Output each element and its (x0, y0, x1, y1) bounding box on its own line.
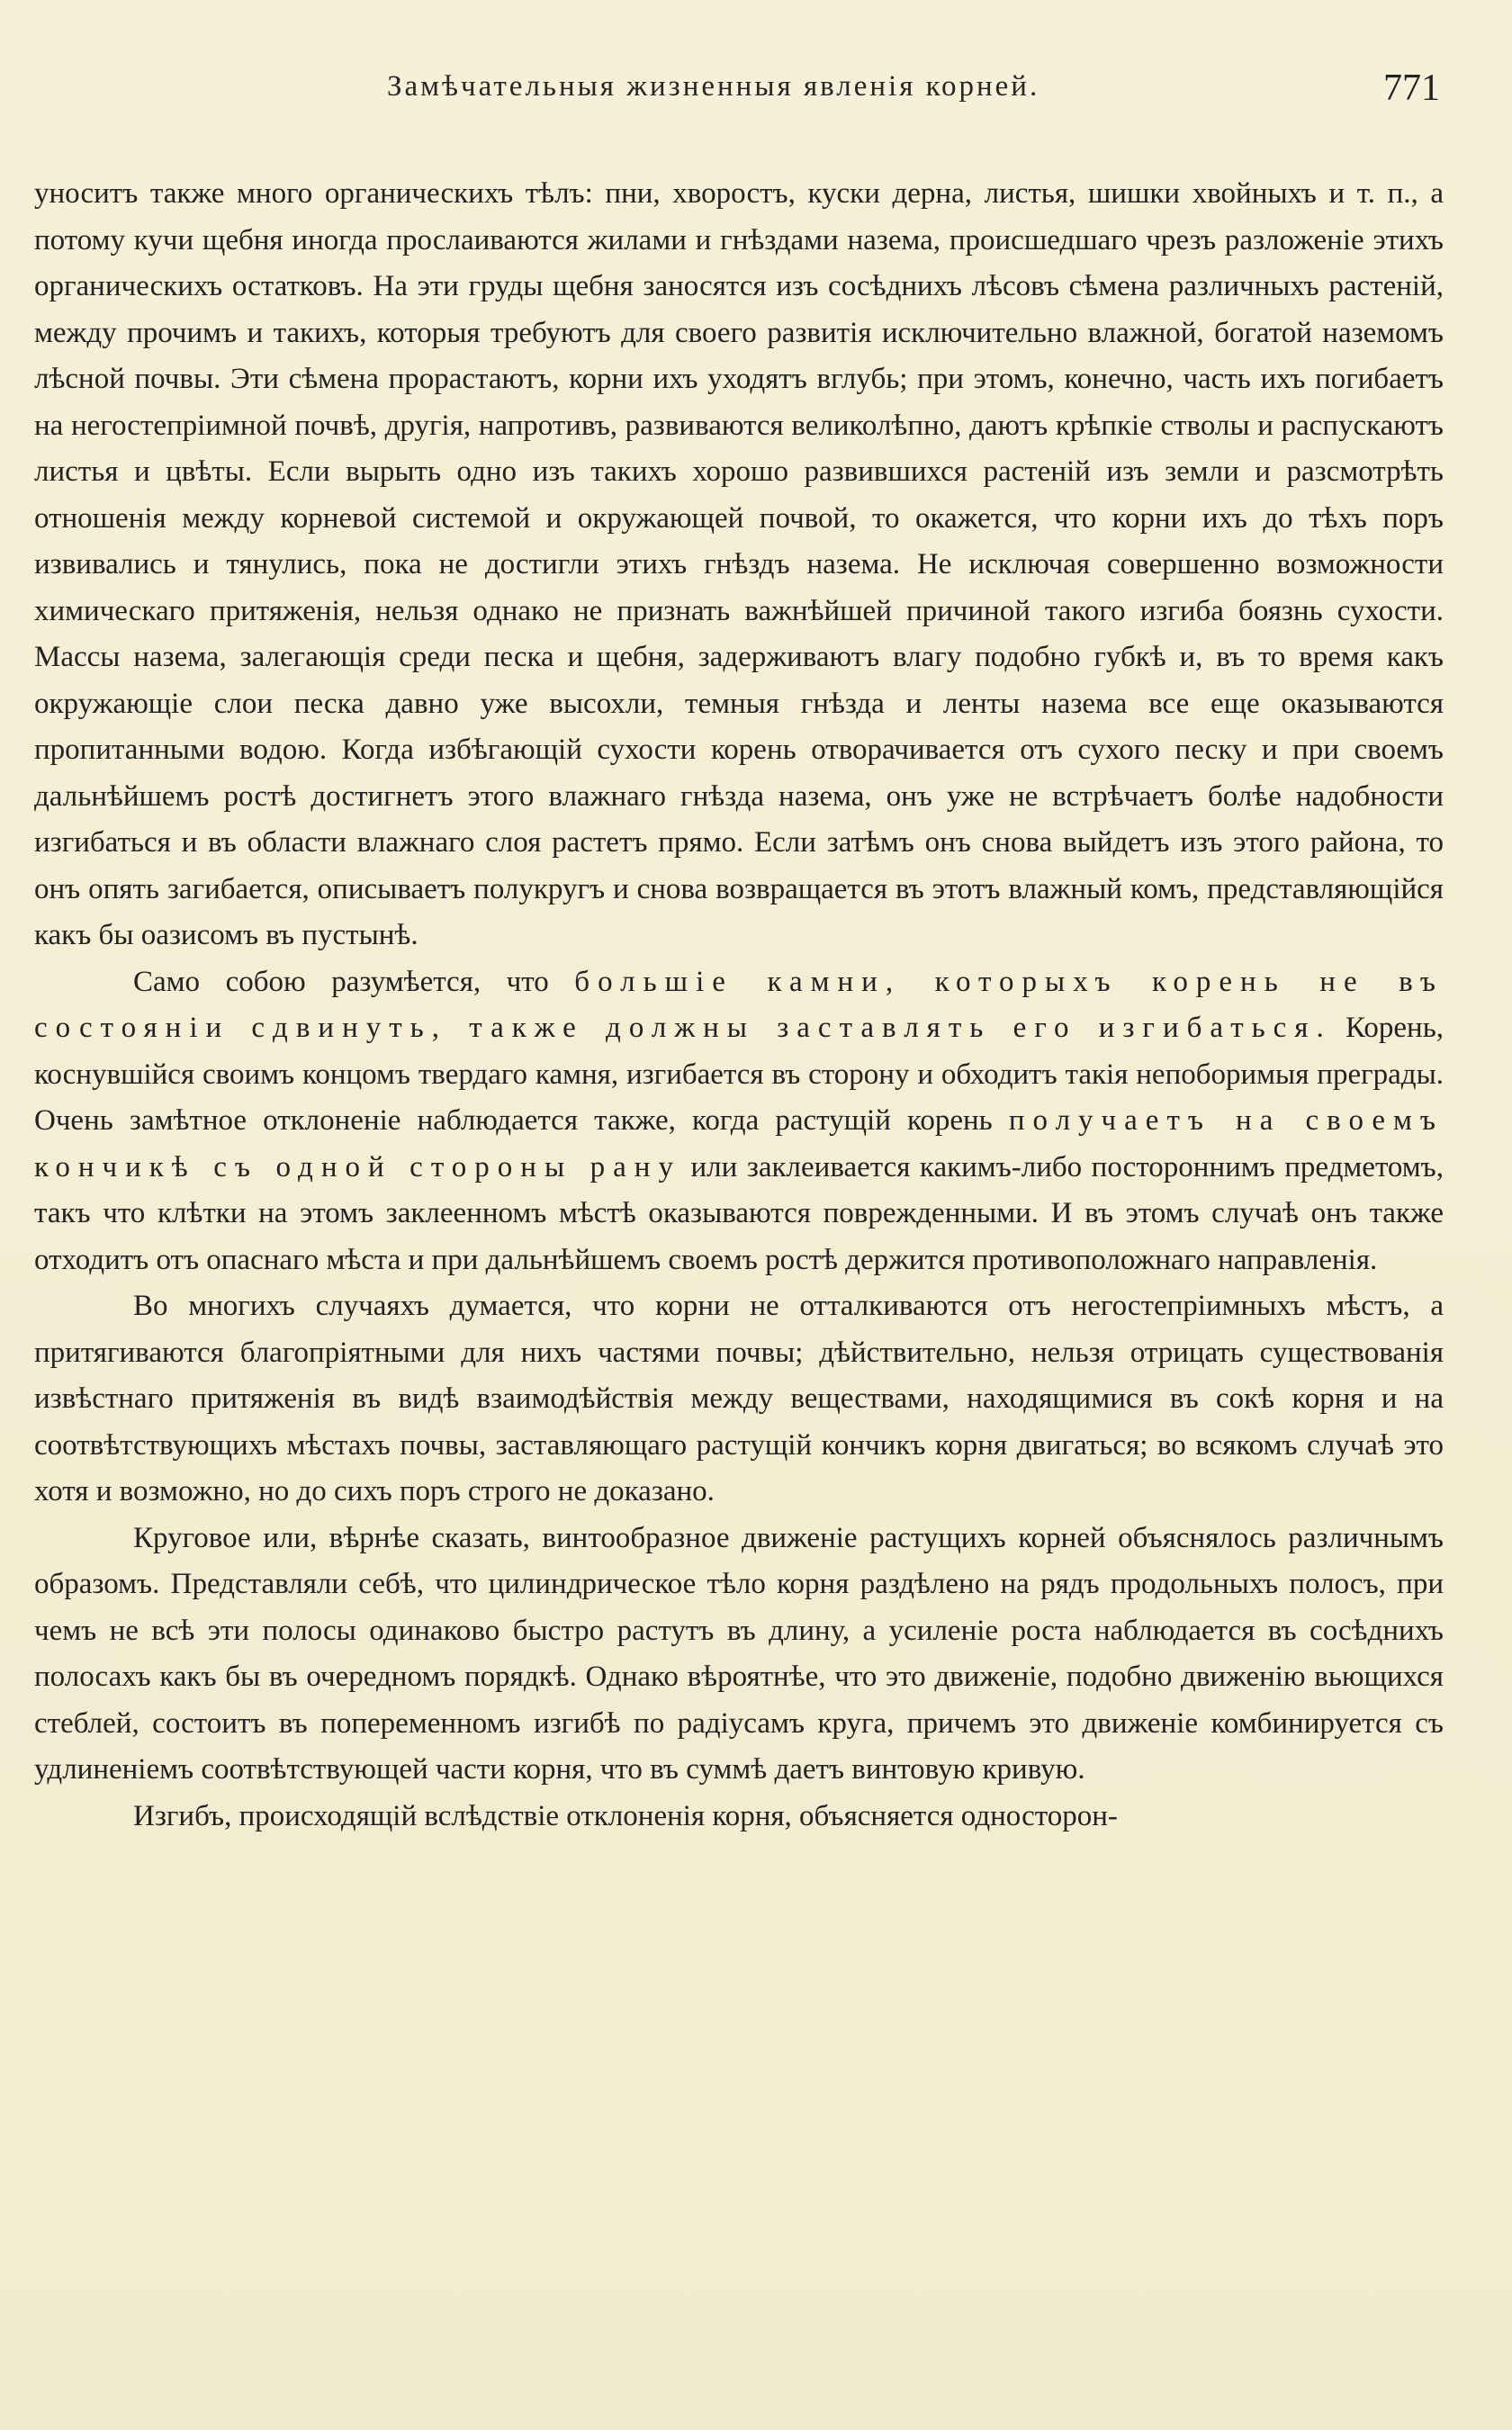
paragraph-3: Во многихъ случаяхъ думается, что корни не отталкиваются отъ негостепріимныхъ мѣстъ, а притягиваются благопріятными для нихъ частями почвы; дѣйствительно, нельзя отрицать существованія извѣстнаго притяженія въ видѣ взаимодѣйствія между веществами, находящимися въ сокѣ корня и на соотвѣтствующихъ мѣстахъ почвы, заставляющаго растущій кончикъ корня двигаться; во всякомъ случаѣ это хотя и возможно, но до сихъ поръ строго не доказано. (34, 1290, 1444, 1508)
page-number: 771 (1383, 68, 1440, 109)
paragraph-2-part-c: Корень, коснувшійся своимъ концомъ твердаго камня, изгибается въ сторону и обходитъ такія непоборимыя преграды. Очень замѣтное отклоненіе наблюдается также, когда растущій корень (34, 1012, 1444, 1137)
paragraph-2-part-a: Само собою разумѣется, что (133, 965, 575, 998)
paragraph-2-part-e: или заклеивается какимъ-либо постороннимъ предметомъ, такъ что клѣтки на этомъ заклеенномъ мѣстѣ оказываются поврежденными. И въ этомъ случаѣ онъ также отходитъ отъ опаснаго мѣста и при дальнѣйшемъ своемъ ростѣ держится противоположнаго направленія. (34, 1150, 1444, 1276)
body-text (34, 171, 1444, 1840)
paragraph-2-emphasis-2: получаетъ на своемъ кончикѣ съ одной стороны рану (34, 1104, 1444, 1184)
paragraph-5: Изгибъ, происходящій вслѣдствіе отклоненія корня, объясняется односторон- (133, 1799, 1118, 1832)
paragraph-4: Круговое или, вѣрнѣе сказать, винтообразное движеніе растущихъ корней объяснялось различнымъ образомъ. Представляли себѣ, что цилиндрическое тѣло корня раздѣлено на рядъ продольныхъ полосъ, при чемъ не всѣ эти полосы одинаково быстро растутъ въ длину, а усиленіе роста наблюдается въ сосѣднихъ полосахъ какъ бы въ очередномъ порядкѣ. Однако вѣроятнѣе, что это движеніе, подобно движенію вьющихся стеблей, состоитъ въ попеременномъ изгибѣ по радіусамъ круга, причемъ это движеніе комбинируется съ удлиненіемъ соотвѣтствующей части корня, что въ суммѣ даетъ винтовую кривую. (34, 1521, 1444, 1786)
paragraph-2-emphasis-1: большіе камни, которыхъ корень не въ состояніи сдвинуть, также должны заставлять его изгибаться. (34, 965, 1444, 1044)
running-title: Замѣчательныя жизненныя явленія корней. (387, 70, 1040, 103)
paragraph-2 (34, 959, 1444, 1284)
page-header (36, 70, 1440, 124)
paragraph-1: уноситъ также много органическихъ тѣлъ: пни, хворостъ, куски дерна, листья, шишки хвойныхъ и т. п., а потому кучи щебня иногда прослаиваются жилами и гнѣздами назема, происшедшаго чрезъ разложеніе этихъ органическихъ остатковъ. На эти груды щебня заносятся изъ сосѣднихъ лѣсовъ сѣмена различныхъ растеній, между прочимъ и такихъ, которыя требуютъ для своего развитія исключительно влажной, богатой наземомъ лѣсной почвы. Эти сѣмена прорастаютъ, корни ихъ уходятъ вглубь; при этомъ, конечно, часть ихъ погибаетъ на негостепріимной почвѣ, другія, напротивъ, развиваются великолѣпно, даютъ крѣпкіе стволы и распускаютъ листья и цвѣты. Если вырыть одно изъ такихъ хорошо развившихся растеній изъ земли и разсмотрѣть отношенія между корневой системой и окружающей почвой, то окажется, что корни ихъ до тѣхъ поръ извивались и тянулись, пока не достигли этихъ гнѣздъ назема. Не исключая совершенно возможности химическаго притяженія, нельзя однако не признать важнѣйшей причиной такого изгиба боязнь сухости. Массы назема, залегающія среди песка и щебня, задерживаютъ влагу подобно губкѣ и, въ то время какъ окружающіе слои песка давно уже высохли, темныя гнѣзда и ленты назема все еще оказываются пропитанными водою. Когда избѣгающій сухости корень отворачивается отъ сухого песку и при своемъ дальнѣйшемъ ростѣ достигнетъ этого влажнаго гнѣзда назема, онъ уже не встрѣчаетъ болѣе надобности изгибаться и въ области влажнаго слоя растетъ прямо. Если затѣмъ онъ снова выйдетъ изъ этого района, то онъ опять загибается, описываетъ полукругъ и снова возвращается въ этотъ влажный комъ, представляющійся какъ бы оазисомъ въ пустынѣ. (34, 177, 1444, 951)
